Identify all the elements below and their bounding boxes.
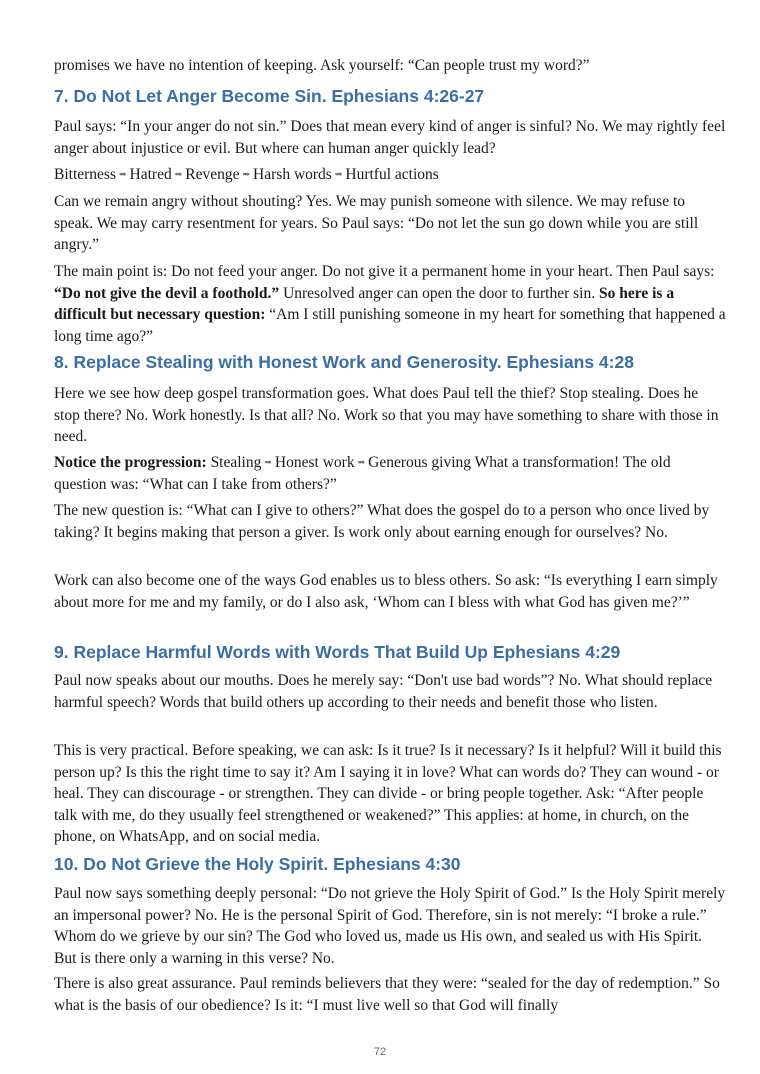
section-7-paragraph-1: Paul says: “In your anger do not sin.” Does that mean every kind of anger is sinful? No. We may rightly feel anger about injustice or evil. But where can human anger quickly lead?: [54, 118, 726, 157]
section-8-heading: 8. Replace Stealing with Honest Work and Generosity. Ephesians 4:28: [54, 352, 634, 372]
arrow-icon: ➡: [334, 169, 343, 179]
intro-paragraph: promises we have no intention of keeping. Ask yourself: “Can people trust my word?”: [54, 57, 590, 74]
chain-item: Generous giving: [368, 454, 472, 471]
chain-item: Harsh words: [253, 166, 332, 183]
section-8-paragraph-3: The new question is: “What can I give to others?” What does the gospel do to a person who once lived by taking? It begins making that person a giver. Is work only about earning enough for ourselves? No.: [54, 502, 710, 541]
section-7-paragraph-3: The main point is: Do not feed your anger. Do not give it a permanent home in your heart. Then Paul says: “Do not give the devil a foothold.” Unresolved anger can open the door to further sin. So here is a difficult but necessary question: “Am I still punishing someone in my heart for something that happened a long time ago?”: [54, 263, 726, 345]
page-number: 72: [373, 1046, 387, 1058]
arrow-icon: ➡: [264, 457, 272, 467]
section-7-heading: 7. Do Not Let Anger Become Sin. Ephesians 4:26-27: [54, 86, 485, 106]
arrow-icon: ➡: [357, 457, 366, 467]
chain-item: Honest work: [274, 454, 355, 471]
section-10-paragraph-2: There is also great assurance. Paul reminds believers that they were: “sealed for the day of redemption.” So what is the basis of our obedience? Is it: “I must live well so that God will finally: [54, 975, 720, 1014]
section-10-heading: 10. Do Not Grieve the Holy Spirit. Ephesians 4:30: [54, 854, 461, 874]
section-9-paragraph-1: Paul now speaks about our mouths. Does he merely say: “Don't use bad words”? No. What should replace harmful speech? Words that build others up according to their needs and benefit those who listen.: [54, 672, 713, 711]
section-8-paragraph-4: Work can also become one of the ways God enables us to bless others. So ask: “Is everything I earn simply about more for me and my family, or do I also ask, ‘Whom can I bless with what God has given me?’”: [54, 572, 718, 611]
difficult-question-label: So here is a difficult but necessary question:: [54, 284, 675, 323]
chain-item: Bitterness: [54, 166, 116, 183]
section-10-paragraph-1: Paul now says something deeply personal: “Do not grieve the Holy Spirit of God.” Is the Holy Spirit merely an impersonal power? No. He is the personal Spirit of God. Therefore, sin is not merely: “I broke a rule.” Whom do we grieve by our sin? The God who loved us, made us His own, and sealed us with His Spirit. But is there only a warning in this verse? No.: [54, 885, 726, 967]
chain-item: Revenge: [185, 166, 240, 183]
arrow-icon: ➡: [174, 169, 183, 179]
section-9-paragraph-2: This is very practical. Before speaking, we can ask: Is it true? Is it necessary? Is it helpful? Will it build this person up? Is this the right time to say it? Am I saying it in love? What can words do? They can wound - or heal. They can discourage - or strengthen. They can divide - or bring people together. Ask: “After people talk with me, do they usually feel strengthened or weakened?” This applies: at home, in church, on the phone, on WhatsApp, and on social media.: [54, 742, 722, 845]
section-7-paragraph-2: Can we remain angry without shouting? Yes. We may punish someone with silence. We may refuse to speak. We may carry resentment for years. So Paul says: “Do not let the sun go down while you are still angry.”: [54, 193, 699, 253]
chain-item: Stealing: [210, 454, 262, 471]
section-8-paragraph-2: Notice the progression: Stealing ➡ Honest work ➡ Generous giving What a transformation! The old question was: “What can I take from others?”: [54, 454, 671, 493]
arrow-icon: ➡: [119, 169, 127, 179]
chain-item: Hatred: [129, 166, 172, 183]
anger-progression-chain: [54, 164, 726, 186]
chain-item: Hurtful actions: [345, 166, 439, 183]
progression-label: Notice the progression:: [54, 454, 207, 471]
devil-foothold-quote: “Do not give the devil a foothold.”: [54, 284, 280, 302]
section-8-paragraph-1: Here we see how deep gospel transformation goes. What does Paul tell the thief? Stop stealing. Does he stop there? No. Work honestly. Is that all? No. Work so that you may have something to share with those in need.: [54, 385, 719, 445]
section-9-heading: 9. Replace Harmful Words with Words That Build Up Ephesians 4:29: [54, 642, 621, 662]
arrow-icon: ➡: [242, 169, 251, 179]
